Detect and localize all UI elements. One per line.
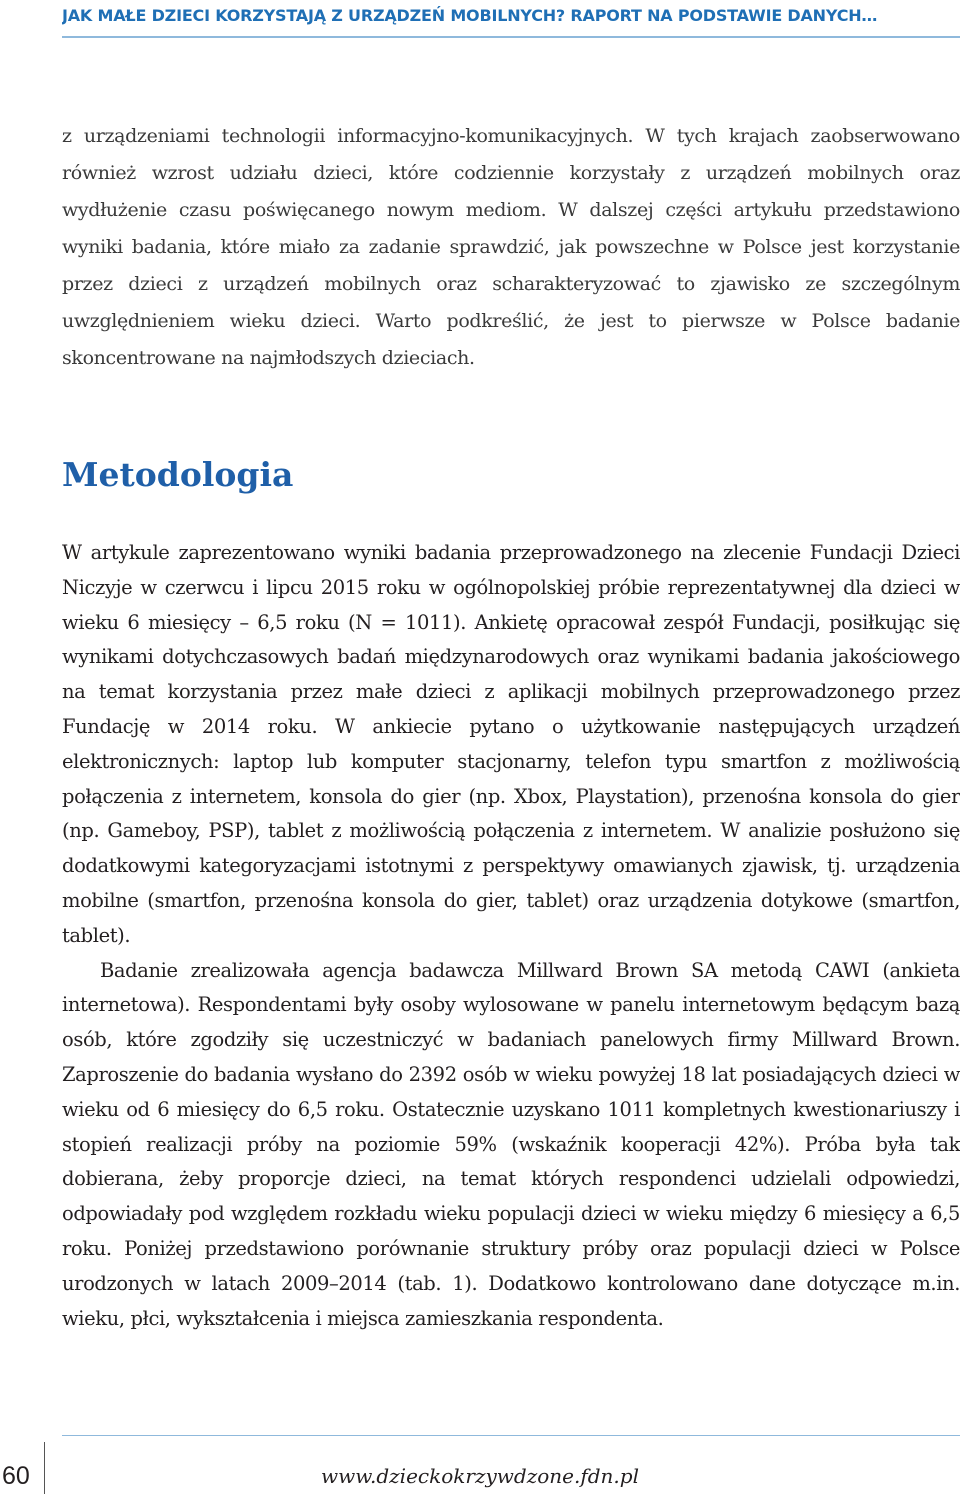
intro-text: z urządzeniami technologii informacyjno-komunikacyjnych. W tych krajach zaobserwowano również wzrost udziału dzieci, które codziennie korzystały z urządzeń mobilnych oraz wydłużenie czasu poświęcanego nowym mediom. W dalszej części artykułu przedstawiono wyniki badania, które miało za zadanie sprawdzić, jak powszechne w Polsce jest korzystanie przez dzieci z urządzeń mobilnych oraz scharakteryzować to zjawisko ze szczególnym uwzględnieniem wieku dzieci. Warto podkreślić, że jest to pierwsze w Polsce badanie skoncentrowane na najmłodszych dzieciach.	[62, 125, 960, 369]
footer-url: www.dzieckokrzywdzone.fdn.pl	[320, 1464, 639, 1488]
methodology-paragraph-1: W artykule zaprezentowano wyniki badania przeprowadzonego na zlecenie Fundacji Dzieci Niczyje w czerwcu i lipcu 2015 roku w ogólnopolskiej próbie reprezentatywnej dla dzieci w wieku 6 miesięcy – 6,5 roku (N = 1011). Ankietę opracował zespół Fundacji, posiłkując się wynikami dotychczasowych badań międzynarodowych oraz wynikami badania jakościowego na temat korzystania przez małe dzieci z aplikacji mobilnych przeprowadzonego przez Fundację w 2014 roku. W ankiecie pytano o użytkowanie następujących urządzeń elektronicznych: laptop lub komputer stacjonarny, telefon typu smartfon z możliwością połączenia z internetem, konsola do gier (np. Xbox, Playstation), przenośna konsola do gier (np. Gameboy, PSP), tablet z możliwością połączenia z internetem. W analizie posłużono się dodatkowymi kategoryzacjami istotnymi z perspektywy omawianych zjawisk, tj. urządzenia mobilne (smartfon, przenośna konsola do gier, tablet) oraz urządzenia dotykowe (smartfon, tablet).	[62, 541, 960, 947]
methodology-body	[62, 536, 960, 1336]
page-number: 60	[2, 1462, 30, 1490]
intro-paragraph	[62, 118, 960, 377]
running-header: JAK MAŁE DZIECI KORZYSTAJĄ Z URZĄDZEŃ MOBILNYCH? RAPORT NA PODSTAWIE DANYCH…	[62, 6, 878, 25]
methodology-paragraph-2: Badanie zrealizowała agencja badawcza Millward Brown SA metodą CAWI (ankieta internetowa). Respondentami były osoby wylosowane w panelu internetowym będącym bazą osób, które zgodziły się uczestniczyć w badaniach panelowych firmy Millward Brown. Zaproszenie do badania wysłano do 2392 osób w wieku powyżej 18 lat posiadających dzieci w wieku od 6 miesięcy do 6,5 roku. Ostatecznie uzyskano 1011 kompletnych kwestionariuszy i stopień realizacji próby na poziomie 59% (wskaźnik kooperacji 42%). Próba była tak dobierana, żeby proporcje dzieci, na temat których respondenci udzielali odpowiedzi, odpowiadały pod względem rozkładu wieku populacji dzieci w wieku między 6 miesięcy a 6,5 roku. Poniżej przedstawiono porównanie struktury próby oraz populacji dzieci w Polsce urodzonych w latach 2009–2014 (tab. 1). Dodatkowo kontrolowano dane dotyczące m.in. wieku, płci, wykształcenia i miejsca zamieszkania respondenta.	[62, 958, 960, 1330]
section-heading: Metodologia	[62, 455, 294, 494]
header-divider	[62, 36, 960, 38]
footer-divider	[62, 1435, 960, 1436]
